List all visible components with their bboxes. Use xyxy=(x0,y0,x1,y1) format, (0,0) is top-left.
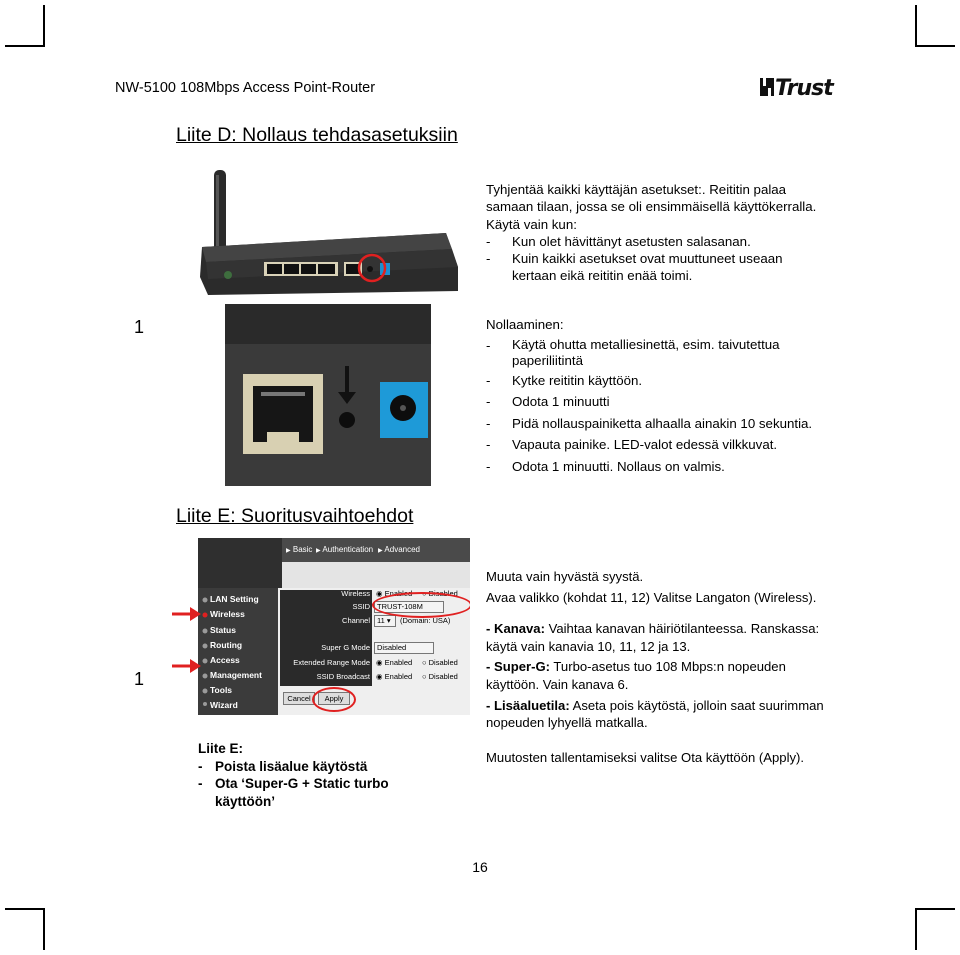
ssid-broadcast-enabled-radio[interactable]: ◉ Enabled xyxy=(376,672,413,681)
text-line: Muuta vain hyvästä syystä. xyxy=(486,569,644,584)
text-line: Avaa valikko (kohdat 11, 12) Valitse Langaton (Wireless). xyxy=(486,589,817,605)
sidebar-item-lan-setting[interactable]: LAN Setting xyxy=(210,594,259,604)
list-item-text: Pidä nollauspainiketta alhaalla ainakin 10 sekuntia. xyxy=(512,415,813,431)
crop-mark-bl xyxy=(5,908,45,910)
screenshot-caption xyxy=(198,740,438,810)
ssid-highlight xyxy=(372,592,470,618)
list-item: - Odota 1 minuutti xyxy=(486,393,846,412)
channel-select[interactable]: 11 ▾ xyxy=(374,615,396,627)
crop-mark-br xyxy=(915,908,955,910)
extended-range-mode-label: Extended Range Mode xyxy=(293,658,370,667)
crop-mark-bl xyxy=(43,908,45,950)
logo-text: Trust xyxy=(775,76,833,100)
list-item-text: Kuin kaikki asetukset ovat muuttuneet useaan kertaan eikä reititin enää toimi. xyxy=(512,251,783,284)
list-item: - Odota 1 minuutti. Nollaus on valmis. xyxy=(486,458,846,477)
list-item-text: Kytke reititin käyttöön. xyxy=(512,372,643,388)
list-item: - Vapauta painike. LED-valot edessä vilkkuvat. xyxy=(486,436,846,455)
sidebar-item-access[interactable]: Access xyxy=(210,655,240,665)
sidebar-item-management[interactable]: Management xyxy=(210,670,262,680)
section-d-intro xyxy=(486,181,846,285)
list-item: - Kun olet hävittänyt asetusten salasanan. xyxy=(486,233,751,249)
intro-line: samaan tilaan, jossa se oli ensimmäisellä käyttökerralla. xyxy=(486,199,817,215)
reset-button-closeup-photo xyxy=(225,304,431,486)
intro-line: Tyhjentää kaikki käyttäjän asetukset:. Reititin palaa xyxy=(486,182,787,197)
document-header-title: NW-5100 108Mbps Access Point-Router xyxy=(115,80,376,96)
wireless-disabled-radio[interactable]: ○ Disabled xyxy=(422,589,458,598)
reset-instructions xyxy=(486,316,846,476)
extended-range-enabled-radio[interactable]: ◉ Enabled xyxy=(376,658,413,667)
section-d-step-number: 1 xyxy=(134,317,145,337)
wireless-settings-screenshot xyxy=(198,538,470,715)
crop-mark-tl xyxy=(5,45,45,47)
super-g-mode-label: Super G Mode xyxy=(321,643,370,652)
crop-mark-tl xyxy=(43,5,45,47)
tab-basic[interactable]: ▶ Basic xyxy=(286,545,313,554)
apply-highlight xyxy=(312,687,356,712)
trust-logo xyxy=(760,74,846,105)
caption-item: - Ota ‘Super-G + Static turbo käyttöön’ xyxy=(198,776,389,809)
extended-range-disabled-radio[interactable]: ○ Disabled xyxy=(422,658,458,667)
list-item-text: Odota 1 minuutti. Nollaus on valmis. xyxy=(512,458,725,474)
super-g-mode-select[interactable]: Disabled xyxy=(374,642,434,654)
sidebar-item-wireless[interactable]: Wireless xyxy=(210,609,245,619)
cancel-button[interactable]: Cancel xyxy=(283,692,315,705)
channel-note: - Kanava: Vaihtaa kanavan häiriötilanteessa. Ranskassa: käytä vain kanavia 10, 11, 12 ja 13. xyxy=(486,621,820,654)
router-back-photo xyxy=(196,167,460,304)
sidebar-item-tools[interactable]: Tools xyxy=(210,685,233,695)
list-item: - Pidä nollauspainiketta alhaalla ainakin 10 sekuntia. xyxy=(486,415,846,434)
section-e-heading: Liite E: Suoritusvaihtoehdot xyxy=(176,505,414,527)
list-item-text: Odota 1 minuutti xyxy=(512,394,610,409)
sidebar-item-routing[interactable]: Routing xyxy=(210,640,243,650)
red-arrow-icon xyxy=(172,658,202,679)
sidebar-bullets xyxy=(202,596,208,706)
wireless-enabled-radio[interactable]: ◉ Enabled xyxy=(376,589,413,598)
tab-advanced[interactable]: ▶ Advanced xyxy=(378,545,420,554)
section-d-heading: Liite D: Nollaus tehdasasetuksiin xyxy=(176,124,458,146)
intro-line: Käytä vain kun: xyxy=(486,216,577,232)
super-g-note: - Super-G: Turbo-asetus tuo 108 Mbps:n nopeuden käyttöön. Vain kanava 6. xyxy=(486,659,786,692)
channel-label: Channel xyxy=(342,616,370,625)
red-arrow-icon xyxy=(172,606,202,627)
section-e-step-number: 1 xyxy=(134,669,145,689)
page-number: 16 xyxy=(472,859,488,875)
trust-logo-mark xyxy=(760,74,846,100)
section-e-text xyxy=(486,568,836,766)
list-item-text: Käytä ohutta metalliesinettä, esim. taivutettua paperiliitintä xyxy=(512,336,780,368)
ssid-broadcast-disabled-radio[interactable]: ○ Disabled xyxy=(422,672,458,681)
crop-mark-tr xyxy=(915,45,955,47)
sidebar-item-wizard[interactable]: Wizard xyxy=(210,700,238,710)
wireless-label: Wireless xyxy=(341,589,370,598)
list-item: - Kuin kaikki asetukset ovat muuttuneet useaan kertaan eikä reititin enää toimi. xyxy=(486,250,846,285)
list-item: - Kytke reititin käyttöön. xyxy=(486,372,846,391)
save-note: Muutosten tallentamiseksi valitse Ota käyttöön (Apply). xyxy=(486,749,805,765)
crop-mark-tr xyxy=(915,5,917,47)
extended-range-note: - Lisäaluetila: Aseta pois käytöstä, jolloin saat suurimman nopeuden lyhyellä matkalla. xyxy=(486,697,824,731)
caption-title: Liite E: xyxy=(198,741,244,756)
crop-mark-br xyxy=(915,908,917,950)
list-item-text: Vapauta painike. LED-valot edessä vilkkuvat. xyxy=(512,437,778,452)
apply-button[interactable]: Apply xyxy=(318,692,350,705)
ssid-field[interactable]: TRUST-108M xyxy=(374,601,444,613)
sidebar-item-status[interactable]: Status xyxy=(210,625,236,635)
reset-title: Nollaaminen: xyxy=(486,317,564,332)
caption-item: - Poista lisäalue käytöstä xyxy=(198,758,368,774)
ssid-label: SSID xyxy=(352,602,370,611)
ssid-broadcast-label: SSID Broadcast xyxy=(316,672,370,681)
list-item-text: Kun olet hävittänyt asetusten salasanan. xyxy=(512,233,751,249)
list-item: - Käytä ohutta metalliesinettä, esim. taivutettua paperiliitintä xyxy=(486,337,846,369)
channel-domain: (Domain: USA) xyxy=(400,616,451,625)
tab-authentication[interactable]: ▶ Authentication xyxy=(316,545,374,554)
